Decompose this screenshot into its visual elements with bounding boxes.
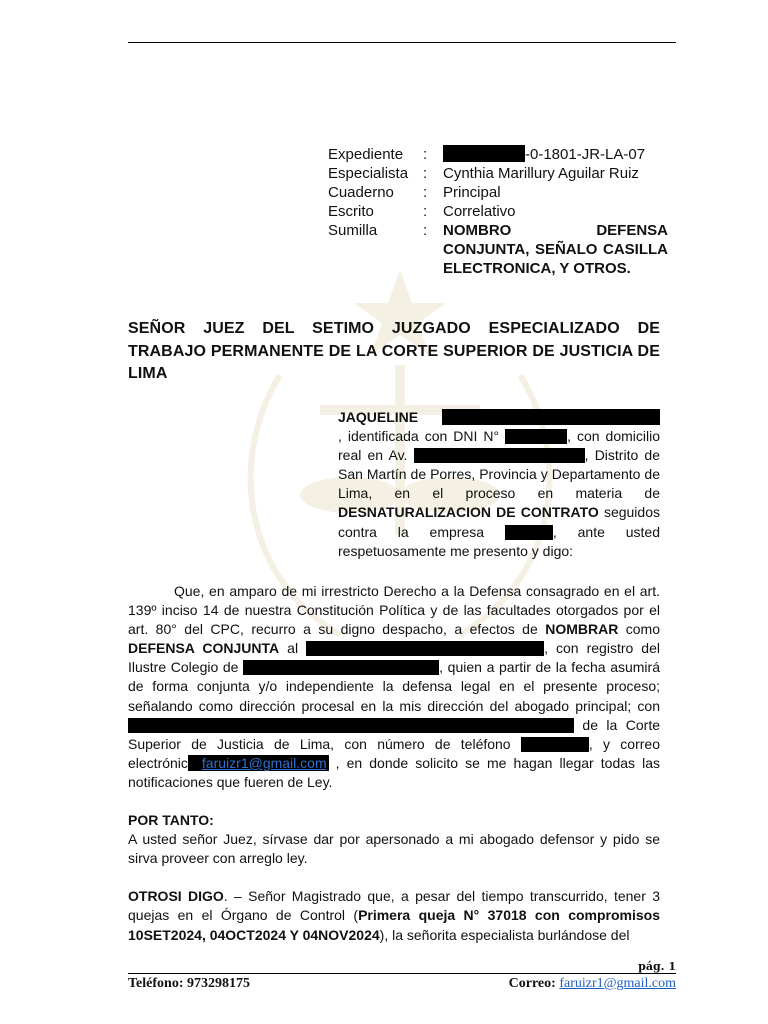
redaction-box bbox=[505, 525, 553, 540]
redaction-box bbox=[442, 409, 660, 425]
expediente-value: -0-1801-JR-LA-07 bbox=[525, 146, 646, 163]
body-paragraph-2: A usted señor Juez, sírvase dar por apersonado a mi abogado defensor y pido se sirva proveer con arreglo ley. bbox=[128, 831, 660, 867]
escrito-row: Escrito : Correlativo bbox=[328, 202, 673, 221]
body-paragraph-1: Que, en amparo de mi irrestricto Derecho a la Defensa consagrado en el art. 139º inciso 14 de nuestra Constitución Política y de las facultades otorgados por el art. 80° del CPC, recurro a su digno despacho, a efectos de NOMBRAR como DEFENSA CONJUNTA al , con registro del Ilustre Colegio de , quien a partir de la fecha asumirá de forma conjunta y/o independiente la defensa legal en el presente proceso; señalando como dirección procesal en la mis dirección del abogado principal; con de la Corte Superior de Justicia de Lima, con número de teléfono , y correo electrónic faruizr1@gmail.com , en donde solicito se me hagan llegar todas las notificaciones que fueren de Ley. bbox=[128, 583, 660, 790]
redaction-box bbox=[306, 641, 544, 656]
escrito-label: Escrito bbox=[328, 203, 374, 220]
cuaderno-label: Cuaderno bbox=[328, 184, 394, 201]
especialista-label: Especialista bbox=[328, 165, 409, 182]
por-tanto-heading: POR TANTO: bbox=[128, 812, 214, 829]
footer-phone: Teléfono: 973298175 bbox=[128, 976, 250, 991]
expediente-row: Expediente : -0-1801-JR-LA-07 bbox=[328, 146, 646, 163]
main-body bbox=[128, 582, 660, 945]
document-title: SEÑOR JUEZ DEL SETIMO JUZGADO ESPECIALIZADO DE TRABAJO PERMANENTE DE LA CORTE SUPERIOR DE JUSTICIA DE LIMA bbox=[128, 320, 660, 382]
sumilla-row: Sumilla : NOMBRO DEFENSA CONJUNTA, SEÑALO CASILLA ELECTRONICA, Y OTROS. bbox=[328, 222, 668, 277]
cuaderno-value: Principal bbox=[443, 184, 501, 201]
redaction-box bbox=[243, 660, 439, 675]
footer-email: Correo: faruizr1@gmail.com bbox=[508, 976, 676, 991]
header-rule bbox=[128, 42, 676, 43]
redaction-box bbox=[128, 718, 574, 733]
sumilla-label: Sumilla bbox=[328, 222, 378, 239]
footer-email-link[interactable]: faruizr1@gmail.com bbox=[559, 976, 676, 991]
escrito-value: Correlativo bbox=[443, 203, 516, 220]
especialista-row: Especialista : Cynthia Marillury Aguilar Ruiz bbox=[328, 164, 673, 183]
footer-rule bbox=[128, 973, 676, 974]
redaction-box bbox=[414, 448, 585, 463]
case-header bbox=[328, 145, 673, 278]
redaction-box bbox=[505, 429, 567, 444]
otrosi-heading: OTROSI DIGO bbox=[128, 888, 224, 905]
cuaderno-row: Cuaderno : Principal bbox=[328, 183, 673, 202]
body-paragraph-3: OTROSI DIGO. – Señor Magistrado que, a pesar del tiempo transcurrido, tener 3 quejas en el Órgano de Control (Primera queja N° 37018 con compromisos 10SET2024, 04OCT2024 Y 04NOV2024), la señorita especialista burlándose del bbox=[128, 888, 660, 943]
intro-paragraph: JAQUELINE , identificada con DNI N° , con domicilio real en Av. , Distrito de San Martín de Porres, Provincia y Departamento de Lima, en el proceso en materia de DESNATURALIZACION DE CONTRATO seguidos contra la empresa , ante usted respetuosamente me presento y digo: bbox=[338, 409, 661, 559]
materia-text: DESNATURALIZACION DE CONTRATO bbox=[338, 504, 599, 521]
email-link[interactable]: faruizr1@gmail.com bbox=[201, 754, 327, 771]
page-number: pág. 1 bbox=[638, 960, 676, 973]
especialista-value: Cynthia Marillury Aguilar Ruiz bbox=[443, 165, 639, 182]
sumilla-value: NOMBRO DEFENSA CONJUNTA, SEÑALO CASILLA ELECTRONICA, Y OTROS. bbox=[443, 222, 668, 277]
redaction-box bbox=[443, 145, 525, 162]
expediente-label: Expediente bbox=[328, 146, 404, 163]
redaction-box bbox=[521, 737, 589, 752]
petitioner-name: JAQUELINE bbox=[338, 409, 419, 425]
